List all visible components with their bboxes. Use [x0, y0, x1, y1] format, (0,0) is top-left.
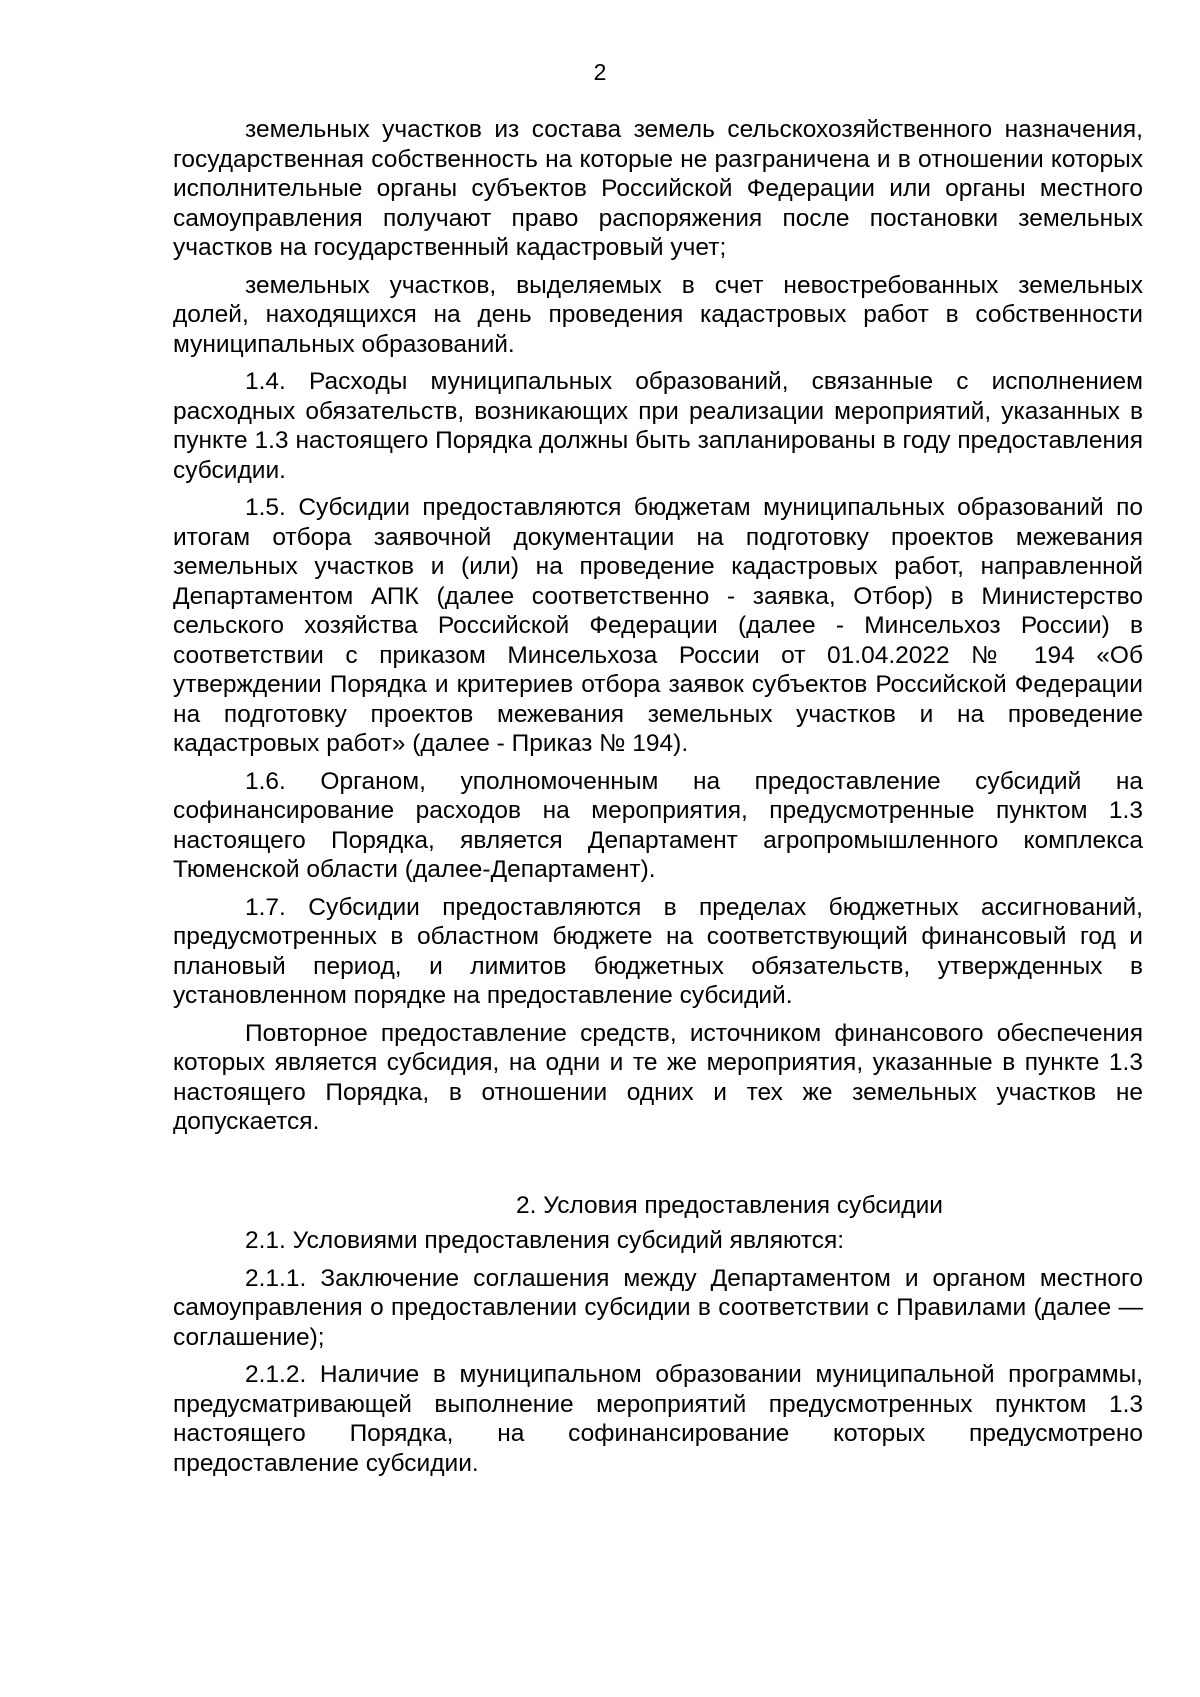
document-body — [173, 115, 1143, 1486]
paragraph-land-plots-unclaimed-shares: земельных участков, выделяемых в счет невостребованных земельных долей, находящихся на день проведения кадастровых работ в собственности муниципальных образований. — [173, 271, 1143, 358]
paragraph-repeated-provision: Повторное предоставление средств, источником финансового обеспечения которых является субсидия, на одни и те же мероприятия, указанные в пункте 1.3 настоящего Порядка, в отношении одних и тех же земельных участков не допускается. — [173, 1019, 1143, 1135]
paragraph-1-7: 1.7. Субсидии предоставляются в пределах бюджетных ассигнований, предусмотренных в областном бюджете на соответствующий финансовый год и плановый период, и лимитов бюджетных обязательств, утвержденных в установленном порядке на предоставление субсидий. — [173, 893, 1143, 1009]
paragraph-2-1: 2.1. Условиями предоставления субсидий являются: — [245, 1227, 845, 1254]
paragraph-1-6: 1.6. Органом, уполномоченным на предоставление субсидий на софинансирование расходов на мероприятия, предусмотренные пунктом 1.3 настоящего Порядка, является Департамент агропромышленного комплекса Тюменской области (далее-Департамент). — [173, 767, 1143, 883]
paragraph-1-5: 1.5. Субсидии предоставляются бюджетам муниципальных образований по итогам отбора заявочной документации на подготовку проектов межевания земельных участков и (или) на проведение кадастровых работ, направленной Департаментом АПК (далее соответственно - заявка, Отбор) в Министерство сельского хозяйства Российской Федерации (далее - Минсельхоз России) в соответствии с приказом Минсельхоза России от 01.04.2022 № 194 «Об утверждении Порядка и критериев отбора заявок субъектов Российской Федерации на подготовку проектов межевания земельных участков и на проведение кадастровых работ» (далее - Приказ № 194). — [173, 494, 1143, 757]
paragraph-2-1-2: 2.1.2. Наличие в муниципальном образовании муниципальной программы, предусматривающей выполнение мероприятий предусмотренных пунктом 1.3 настоящего Порядка, на софинансирование которых предусмотрено предоставление субсидии. — [173, 1361, 1143, 1477]
paragraph-2-1-1: 2.1.1. Заключение соглашения между Департаментом и органом местного самоуправления о предоставлении субсидии в соответствии с Правилами (далее — соглашение); — [173, 1264, 1143, 1351]
section-heading: 2. Условия предоставления субсидии — [516, 1191, 943, 1219]
paragraph-land-plots-unallocated: земельных участков из состава земель сельскохозяйственного назначения, государственная собственность на которые не разграничена и в отношении которых исполнительные органы субъектов Российской Федерации или органы местного самоуправления получают право распоряжения после постановки земельных участков на государственный кадастровый учет; — [173, 116, 1143, 261]
page-number: 2 — [593, 59, 607, 85]
paragraph-1-4: 1.4. Расходы муниципальных образований, связанные с исполнением расходных обязательств, возникающих при реализации мероприятий, указанных в пункте 1.3 настоящего Порядка должны быть запланированы в году предоставления субсидии. — [173, 368, 1143, 484]
